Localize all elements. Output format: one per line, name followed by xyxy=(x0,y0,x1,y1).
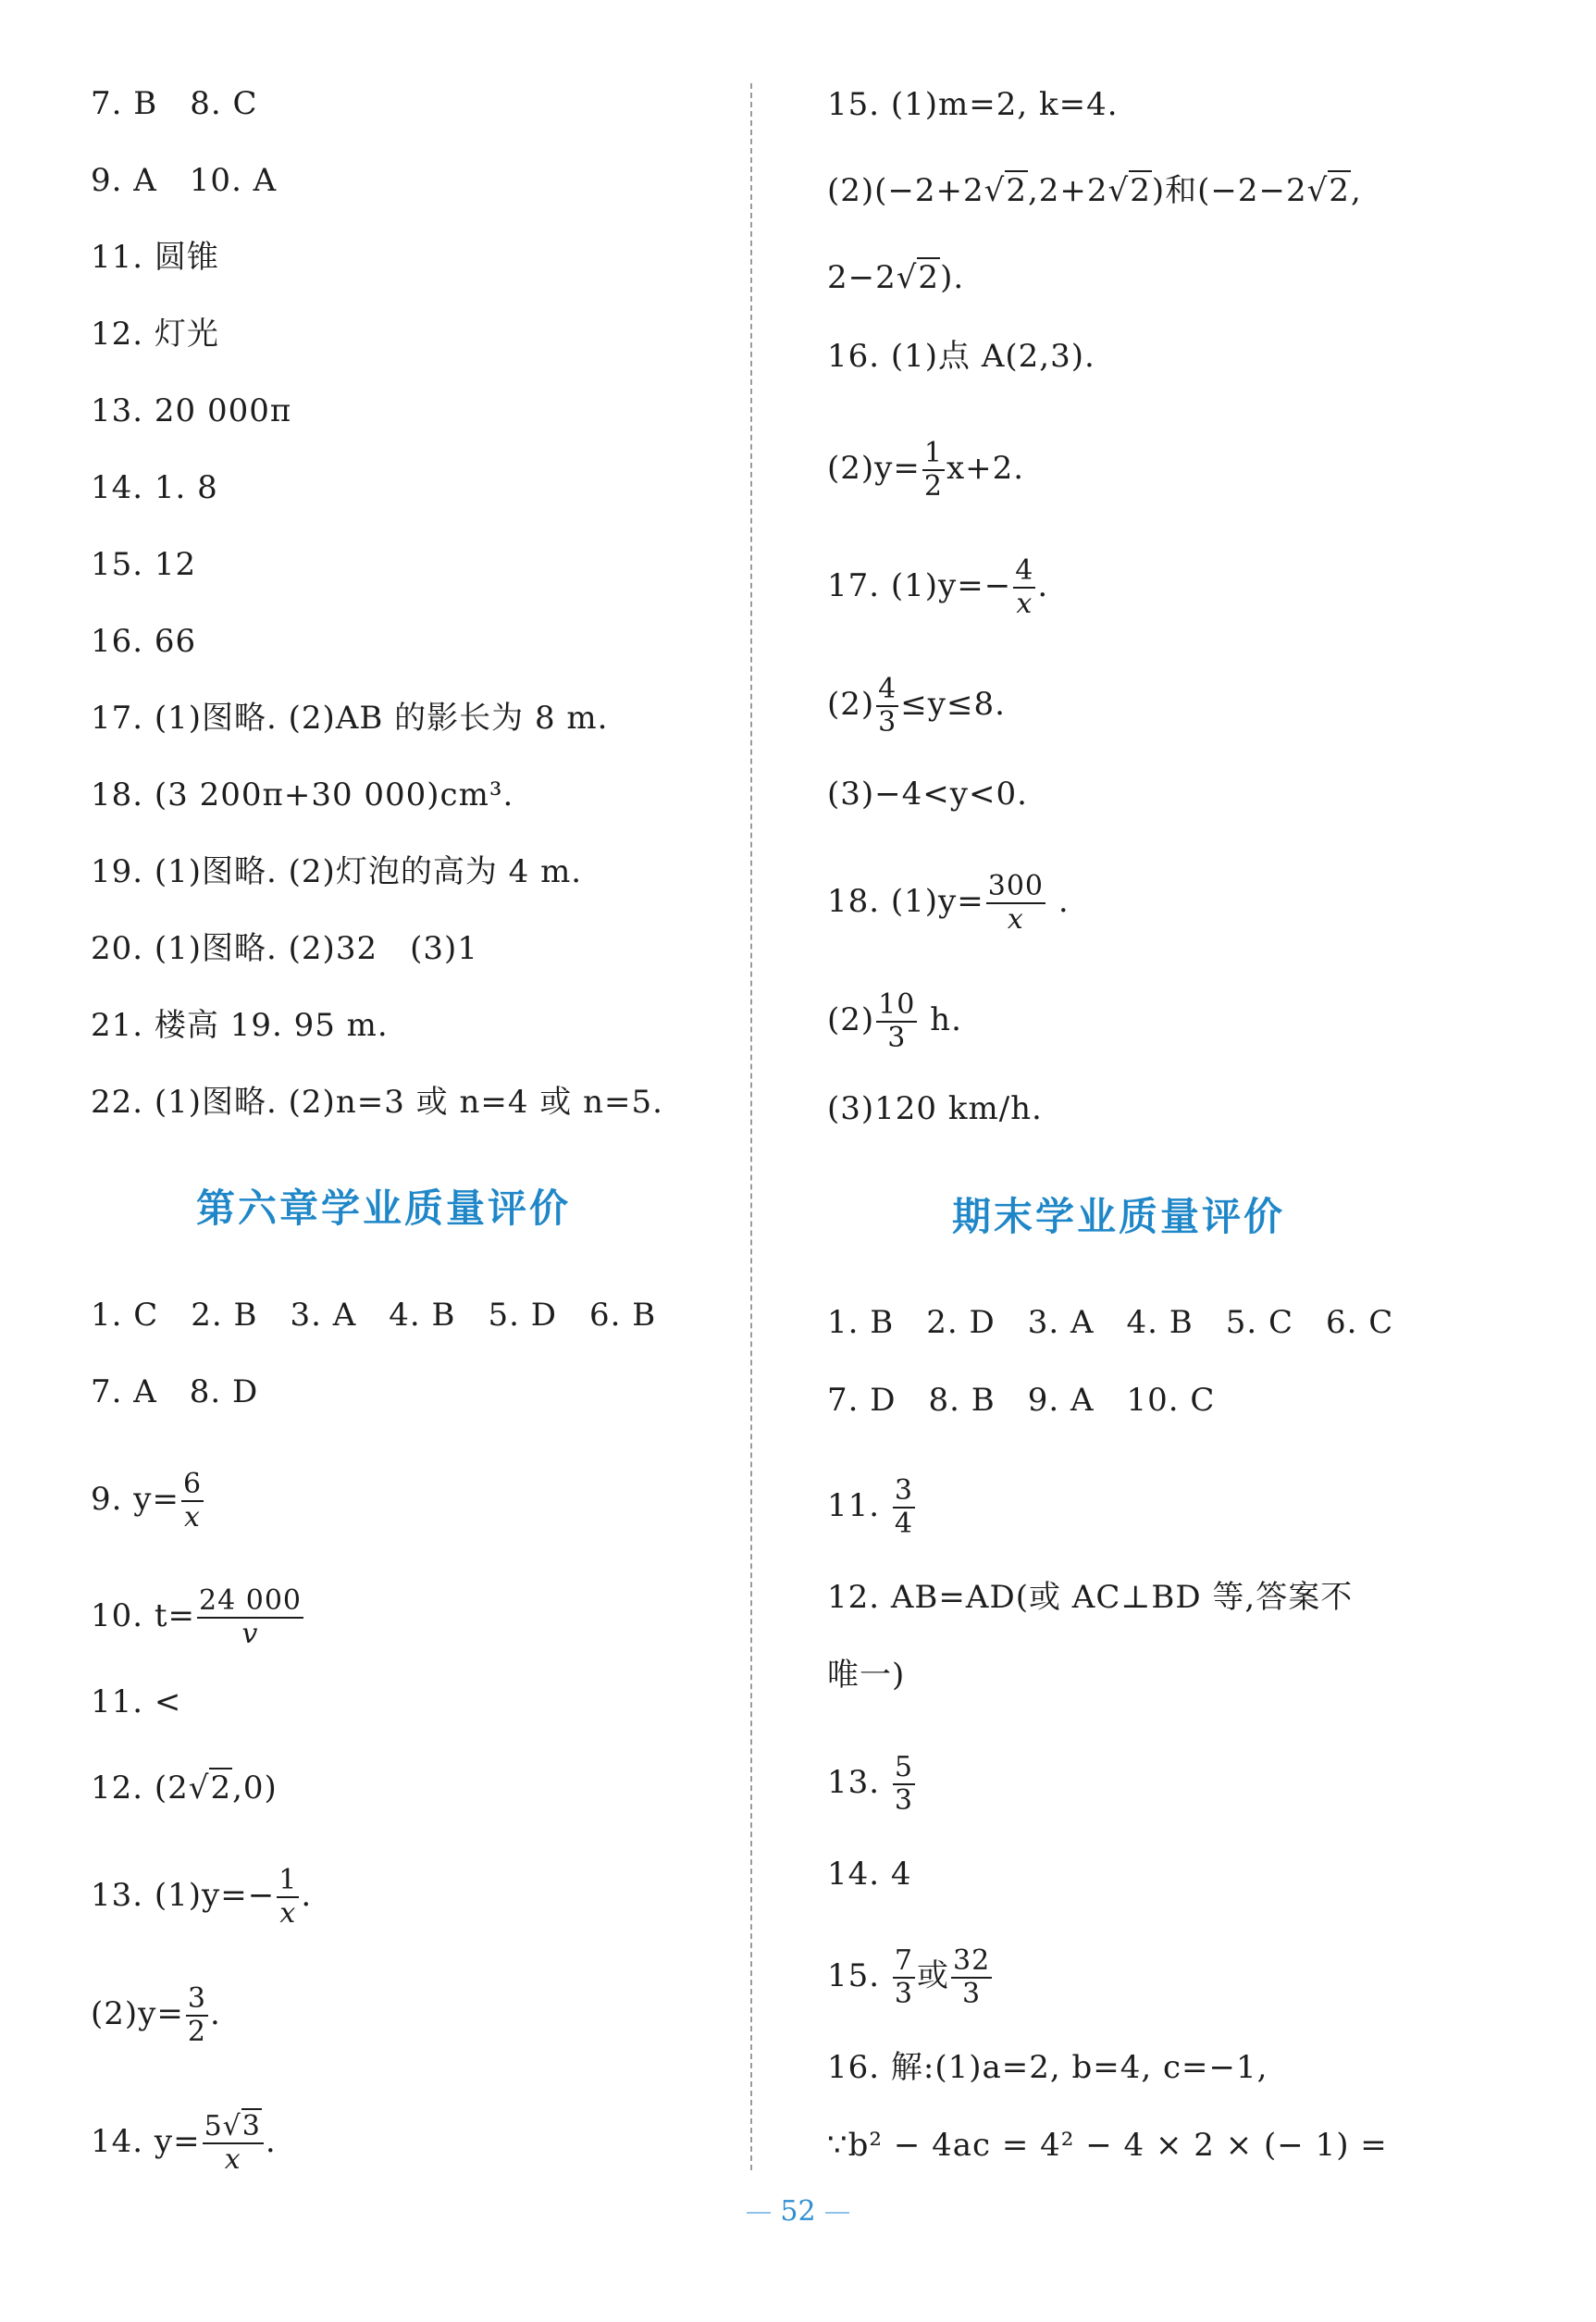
answer-line-fraction xyxy=(91,1865,312,1930)
denominator: x xyxy=(1016,588,1033,620)
answer-suffix: . xyxy=(301,1877,313,1914)
answer-suffix: . xyxy=(1047,883,1070,920)
answer-line-fraction xyxy=(827,1475,917,1540)
fraction xyxy=(181,1469,204,1534)
denominator: 3 xyxy=(894,1784,913,1817)
answer-line: 19. (1)图略. (2)灯泡的高为 4 m. xyxy=(91,853,583,890)
denominator: 2 xyxy=(923,470,943,503)
answer-line: 15. (1)m=2, k=4. xyxy=(827,86,1119,123)
section-heading: 第六章学业质量评价 xyxy=(196,1186,572,1231)
denominator: 3 xyxy=(878,706,897,739)
radicand: 2 xyxy=(1006,172,1027,209)
answer-line: 1. C 2. B 3. A 4. B 5. D 6. B xyxy=(91,1297,657,1334)
answer-suffix: ,0) xyxy=(232,1769,278,1807)
answer-line: 16. 解:(1)a=2, b=4, c=−1, xyxy=(827,2049,1268,2086)
answer-part: 2−2√ xyxy=(827,259,918,296)
answer-prefix: 9. y= xyxy=(91,1481,179,1518)
numerator: 5 xyxy=(894,1751,913,1783)
answer-line: 16. (1)点 A(2,3). xyxy=(827,338,1095,375)
numerator: 24 000 xyxy=(199,1584,303,1617)
radicand: 2 xyxy=(1130,172,1151,209)
radicand: 2 xyxy=(918,259,940,296)
answer-part: ,2+2√ xyxy=(1027,172,1130,209)
answer-prefix: (2)y= xyxy=(91,1995,184,2032)
answer-prefix: 17. (1)y=− xyxy=(827,567,1012,604)
answer-line: 11. 圆锥 xyxy=(91,239,219,276)
denominator: 3 xyxy=(962,1978,982,2010)
answer-line-radical xyxy=(827,172,1362,209)
answer-part: , xyxy=(1350,172,1362,209)
radicand: 2 xyxy=(210,1769,232,1807)
radicand: 2 xyxy=(1329,172,1350,209)
answer-suffix: . xyxy=(265,2123,277,2160)
answer-line: 1. B 2. D 3. A 4. B 5. C 6. C xyxy=(827,1304,1394,1341)
numerator: 1 xyxy=(923,437,943,469)
answer-line: 9. A 10. A xyxy=(91,162,278,199)
answer-line: 18. (3 200π+30 000)cm³. xyxy=(91,776,514,813)
answer-line: 唯一) xyxy=(827,1657,906,1694)
numerator: 10 xyxy=(878,988,916,1021)
fraction xyxy=(951,1945,992,2010)
numerator-coefficient: 5√ xyxy=(204,2110,241,2142)
answer-part: ). xyxy=(940,259,965,296)
answer-prefix: 12. (2√ xyxy=(91,1769,210,1807)
answer-prefix: (2)y= xyxy=(827,450,921,487)
answer-part: (2)(−2+2√ xyxy=(827,172,1006,209)
answer-line-fraction xyxy=(91,1983,221,2048)
answer-line-fraction xyxy=(827,871,1070,936)
answer-line: 11. < xyxy=(91,1683,182,1720)
answer-line: 17. (1)图略. (2)AB 的影长为 8 m. xyxy=(91,700,609,737)
answer-line-fraction xyxy=(91,1585,305,1650)
fraction xyxy=(876,989,917,1054)
radicand: 3 xyxy=(241,2110,261,2142)
fraction xyxy=(893,1752,915,1817)
denominator: x xyxy=(224,2143,241,2176)
answer-line: ∵b² − 4ac = 4² − 4 × 2 × (− 1) = xyxy=(827,2127,1388,2164)
answer-line-fraction xyxy=(827,674,1006,739)
fraction xyxy=(186,1983,208,2048)
numerator: 4 xyxy=(878,673,897,705)
answer-part: )和(−2−2√ xyxy=(1151,172,1329,209)
answer-line: 21. 楼高 19. 95 m. xyxy=(91,1007,389,1044)
answer-line: (3)120 km/h. xyxy=(827,1090,1043,1127)
footer-dash xyxy=(825,2212,849,2214)
answer-line: 7. D 8. B 9. A 10. C xyxy=(827,1382,1216,1419)
answer-suffix: . xyxy=(209,1995,221,2032)
answer-line: 12. AB=AD(或 AC⊥BD 等,答案不 xyxy=(827,1579,1354,1616)
section-heading: 期末学业质量评价 xyxy=(952,1194,1286,1239)
answer-line: 7. A 8. D xyxy=(91,1373,259,1410)
fraction xyxy=(922,438,945,503)
answer-line-fraction xyxy=(827,438,1024,503)
answer-line: 12. 灯光 xyxy=(91,316,219,353)
answer-prefix: 11. xyxy=(827,1487,891,1524)
answer-line: 20. (1)图略. (2)32 (3)1 xyxy=(91,930,478,967)
answer-line-fraction xyxy=(827,989,962,1054)
fraction xyxy=(986,871,1045,936)
answer-suffix: h. xyxy=(919,1001,962,1038)
denominator: x xyxy=(279,1897,297,1930)
denominator: x xyxy=(1007,903,1024,936)
answer-line: 15. 12 xyxy=(91,546,197,583)
fraction xyxy=(277,1865,299,1930)
answer-prefix: (2) xyxy=(827,686,875,723)
denominator: v xyxy=(241,1618,259,1650)
denominator: 4 xyxy=(894,1508,913,1540)
answer-suffix: ≤y≤8. xyxy=(900,686,1006,723)
answer-line: (3)−4<y<0. xyxy=(827,776,1028,813)
numerator: 4 xyxy=(1015,554,1034,587)
fraction xyxy=(1013,555,1035,620)
answer-line-fraction xyxy=(91,1469,205,1534)
page-number xyxy=(0,2195,1596,2228)
denominator: 2 xyxy=(187,2016,206,2048)
numerator: 7 xyxy=(894,1944,913,1977)
numerator: 3 xyxy=(894,1474,913,1507)
answer-prefix: 14. y= xyxy=(91,2123,201,2160)
answer-line: 7. B 8. C xyxy=(91,85,258,122)
answer-prefix: (2) xyxy=(827,1001,875,1038)
numerator: 32 xyxy=(952,1944,991,1977)
answer-prefix: 13. xyxy=(827,1764,891,1801)
answer-prefix: 18. (1)y= xyxy=(827,883,984,920)
answer-line: 16. 66 xyxy=(91,623,197,660)
answer-line-fraction xyxy=(827,555,1048,620)
numerator xyxy=(203,2111,264,2144)
page-number-text: 52 xyxy=(780,2195,816,2228)
answer-line-fraction xyxy=(827,1945,994,2010)
answer-line-radical xyxy=(91,1769,278,1807)
answer-line-radical xyxy=(827,259,964,296)
answer-prefix: 15. xyxy=(827,1957,891,1994)
numerator: 1 xyxy=(278,1864,298,1896)
footer-dash xyxy=(747,2212,771,2214)
numerator: 6 xyxy=(182,1468,203,1500)
fraction xyxy=(876,674,898,739)
fraction xyxy=(893,1945,915,2010)
column-divider xyxy=(750,83,752,2170)
answer-line: 22. (1)图略. (2)n=3 或 n=4 或 n=5. xyxy=(91,1084,663,1121)
answer-line-fraction xyxy=(91,2111,277,2176)
answer-prefix: 10. t= xyxy=(91,1597,196,1634)
denominator: 3 xyxy=(894,1978,913,2010)
denominator: 3 xyxy=(887,1022,907,1054)
answer-suffix: x+2. xyxy=(946,450,1025,487)
answer-line: 14. 4 xyxy=(827,1856,912,1893)
numerator: 3 xyxy=(187,1982,206,2015)
numerator: 300 xyxy=(987,870,1045,902)
answer-prefix: 13. (1)y=− xyxy=(91,1877,276,1914)
answer-line: 13. 20 000π xyxy=(91,392,292,429)
fraction xyxy=(197,1585,303,1650)
answer-connector: 或 xyxy=(916,1957,949,1994)
answer-line: 14. 1. 8 xyxy=(91,469,218,506)
answer-line-fraction xyxy=(827,1752,917,1817)
denominator: x xyxy=(184,1501,201,1534)
answer-suffix: . xyxy=(1037,567,1049,604)
fraction xyxy=(893,1475,915,1540)
fraction xyxy=(203,2111,264,2176)
